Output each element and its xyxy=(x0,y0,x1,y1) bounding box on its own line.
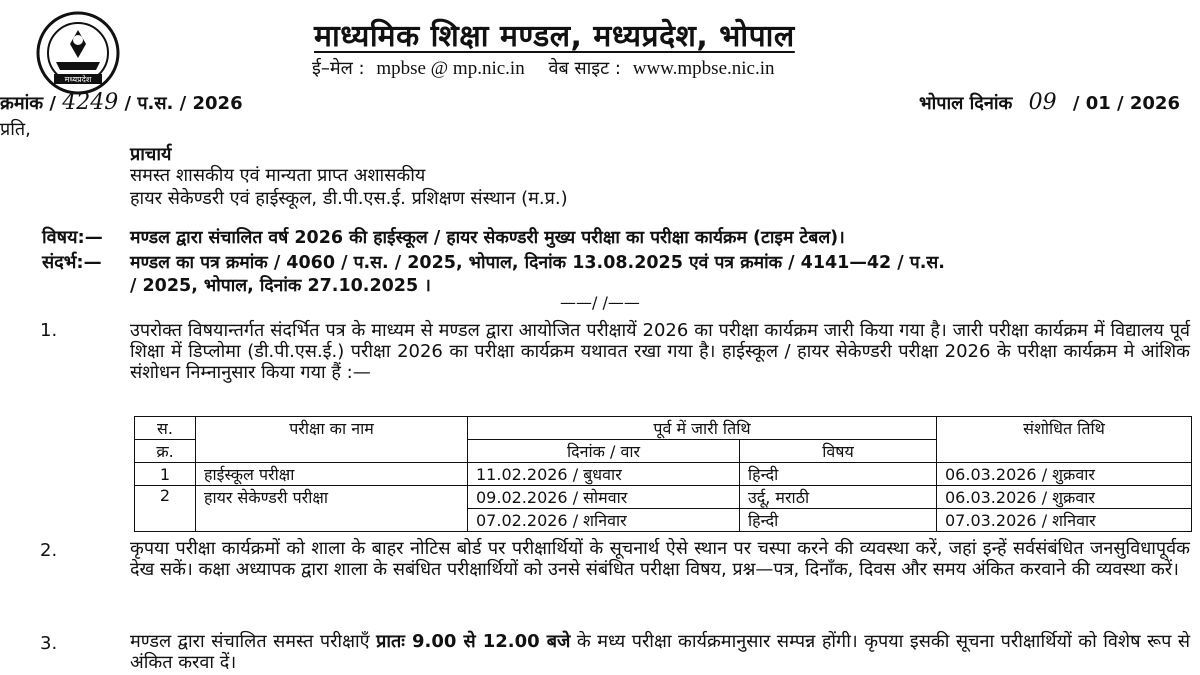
col-sno-2: क्र. xyxy=(135,440,196,463)
col-exam: परीक्षा का नाम xyxy=(196,417,468,463)
col-date-day: दिनांक / वार xyxy=(468,440,740,463)
seal-text: मध्यप्रदेश xyxy=(64,75,92,84)
ref-number: 4249 xyxy=(62,90,119,115)
contact-line xyxy=(312,56,793,80)
addressee-line-2: समस्त शासकीय एवं मान्यता प्राप्त अशासकीय xyxy=(130,165,426,186)
col-sno-1: स. xyxy=(135,417,196,440)
page-title: माध्यमिक शिक्षा मण्डल, मध्यप्रदेश, भोपाल xyxy=(314,19,795,54)
table-row xyxy=(135,463,1192,486)
row-subject: हिन्दी xyxy=(740,509,937,532)
para-3-text-a: मण्डल द्वारा संचालित समस्त परीक्षाएँ xyxy=(130,631,377,652)
addressee-line-3: हायर सेकेण्डरी एवं हाईस्कूल, डी.पी.एस.ई. प्रशिक्षण संस्थान (म.प्र.) xyxy=(130,188,568,209)
ref-suffix: / प.स. / 2026 xyxy=(124,93,243,114)
col-revised: संशोधित तिथि xyxy=(937,417,1192,463)
email-link[interactable]: mpbse @ mp.nic.in xyxy=(376,58,525,79)
row-revised: 06.03.2026 / शुक्रवार xyxy=(937,463,1192,486)
letter-date xyxy=(919,90,1180,115)
addressee-line-1: प्राचार्य xyxy=(130,144,172,165)
para-2-number: 2. xyxy=(40,540,58,561)
para-1-number: 1. xyxy=(40,320,58,341)
table-row xyxy=(135,486,1192,509)
reference-label: संदर्भ:— xyxy=(42,252,102,273)
para-3-text xyxy=(130,631,1190,673)
row-date: 07.02.2026 / शनिवार xyxy=(468,509,740,532)
reference-number xyxy=(0,90,243,115)
row-sno: 2 xyxy=(135,486,196,532)
website-link[interactable]: www.mpbse.nic.in xyxy=(632,58,775,79)
para-3-time: प्रातः 9.00 से 12.00 बजे xyxy=(376,631,571,652)
reference-line-1: मण्डल का पत्र क्रमांक / 4060 / प.स. / 2025, भोपाल, दिनांक 13.08.2025 एवं पत्र क्रमांक / 4141—42 / प.स. xyxy=(130,253,945,273)
para-3-text-b: के मध्य परीक्षा कार्यक्रमानुसार सम्पन्न होंगी। कृपया इसकी सूचना परीक्षार्थियों को विशेष रूप से अंकित करवा दें। xyxy=(130,631,1190,673)
row-exam: हाईस्कूल परीक्षा xyxy=(196,463,468,486)
para-3-number: 3. xyxy=(40,633,58,654)
row-exam: हायर सेकेण्डरी परीक्षा xyxy=(196,486,468,532)
date-prefix: भोपाल दिनांक xyxy=(918,93,1013,114)
row-subject: उर्दू, मराठी xyxy=(740,486,937,509)
subject-text: मण्डल द्वारा संचालित वर्ष 2026 की हाईस्कूल / हायर सेकण्डरी मुख्य परीक्षा का परीक्षा कार्यक्रम (टाइम टेबल)। xyxy=(130,228,845,248)
row-revised: 07.03.2026 / शनिवार xyxy=(937,509,1192,532)
row-subject: हिन्दी xyxy=(740,463,937,486)
ref-prefix: क्रमांक / xyxy=(0,93,56,114)
para-1-text: उपरोक्त विषयान्तर्गत संदर्भित पत्र के माध्यम से मण्डल द्वारा आयोजित परीक्षायें 2026 का परीक्षा कार्यक्रम जारी किया गया है। जारी परीक्षा कार्यक्रम में विद्यालय पूर्व शिक्षा में डिप्लोमा (डी.पी.एस.ई.) परीक्षा 2026 का परीक्षा कार्यक्रम यथावत रखा गया है। हाईस्कूल / हायर सेकेण्डरी परीक्षा 2026 के परीक्षा कार्यक्रम मे आंशिक संशोधन निम्नानुसार किया गया हैं :— xyxy=(130,320,1190,383)
date-day: 09 xyxy=(1028,90,1057,115)
row-sno: 1 xyxy=(135,463,196,486)
subject-label: विषय:— xyxy=(42,227,103,248)
separator: ——/ /—— xyxy=(560,293,640,312)
reference-line-2: / 2025, भोपाल, दिनांक 27.10.2025 । xyxy=(130,276,431,296)
row-date: 11.02.2026 / बुधवार xyxy=(468,463,740,486)
email-label: ई–मेल : xyxy=(312,58,365,79)
row-revised: 06.03.2026 / शुक्रवार xyxy=(937,486,1192,509)
col-subject: विषय xyxy=(740,440,937,463)
para-2-text: कृपया परीक्षा कार्यक्रमों को शाला के बाहर नोटिस बोर्ड पर परीक्षार्थियों के सूचनार्थ ऐसे स्थान पर चस्पा करने की व्यवस्था करें, जहां इन्हें सर्वसंबंधित जनसुविधापूर्वक देख सकें। कक्षा अध्यापक द्वारा शाला के सबंधित परीक्षार्थियों को उनसे संबंधित परीक्षा विषय, प्रश्न—पत्र, दिनाँक, दिवस और समय अंकित करवाने की व्यवस्था करें। xyxy=(130,538,1190,580)
website-label: वेब साइट : xyxy=(548,58,621,79)
row-date: 09.02.2026 / सोमवार xyxy=(468,486,740,509)
prati-label: प्रति, xyxy=(0,119,31,140)
col-prev-date: पूर्व में जारी तिथि xyxy=(468,417,937,440)
board-seal-icon xyxy=(26,10,130,96)
date-rest: / 01 / 2026 xyxy=(1072,93,1180,114)
timetable xyxy=(134,416,1192,532)
